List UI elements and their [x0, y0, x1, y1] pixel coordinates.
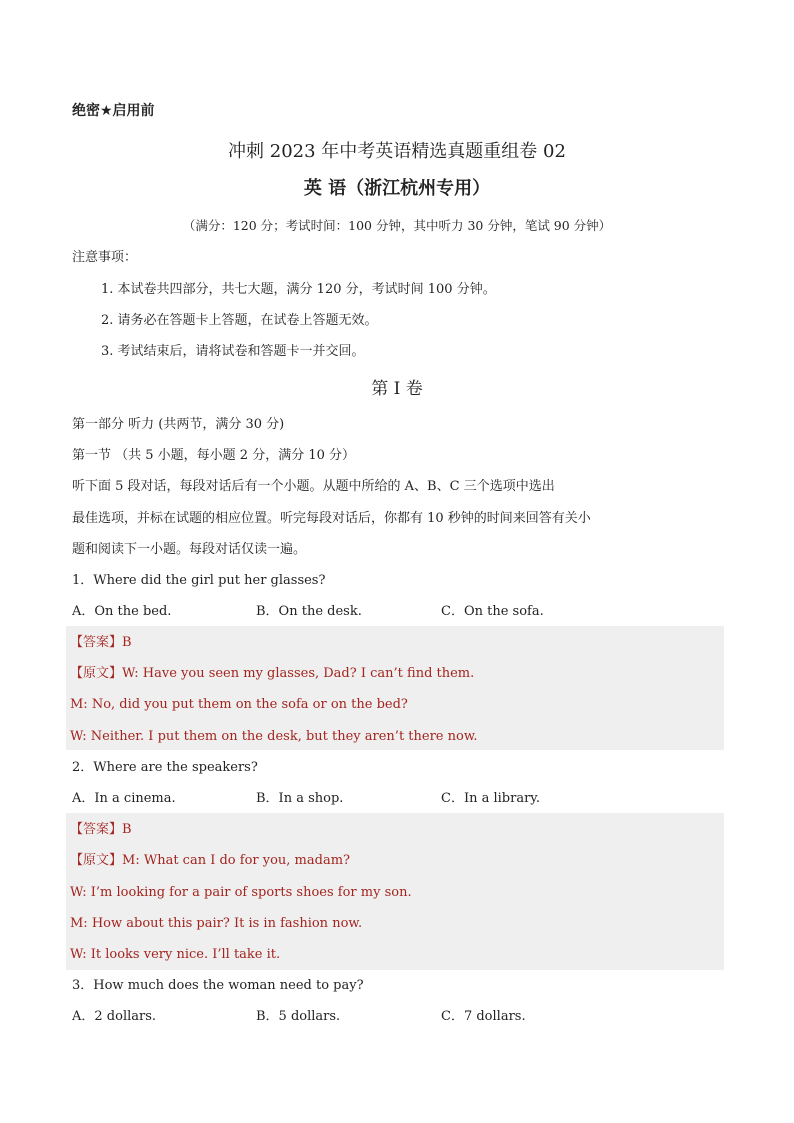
note-item: 3. 考试结束后，请将试卷和答题卡一并交回。 [101, 344, 365, 359]
option-c: C．In a library. [441, 791, 541, 806]
exam-title: 冲刺 2023 年中考英语精选真题重组卷 02 [228, 141, 566, 162]
answer-block [66, 626, 724, 750]
answer-block [66, 813, 724, 970]
answer-value: B [122, 635, 132, 650]
option-a: A．In a cinema. [72, 791, 176, 806]
note-item: 1. 本试卷共四部分，共七大题，满分 120 分，考试时间 100 分钟。 [101, 282, 496, 297]
score-info: （满分：120 分；考试时间：100 分钟，其中听力 30 分钟，笔试 90 分钟） [182, 218, 612, 233]
option-b: B．On the desk. [256, 604, 362, 619]
instruction-line: 最佳选项，并标在试题的相应位置。听完每段对话后，你都有 10 秒钟的时间来回答有关小 [72, 511, 591, 526]
option-b: B．In a shop. [256, 791, 344, 806]
option-c: C．On the sofa. [441, 604, 544, 619]
option-b: B．5 dollars. [256, 1009, 341, 1024]
subsection-heading: 第一节 （共 5 小题，每小题 2 分，满分 10 分） [72, 448, 356, 463]
option-a: A．On the bed. [72, 604, 172, 619]
exam-subtitle: 英 语（浙江杭州专用） [303, 178, 491, 199]
section-title: 第 I 卷 [371, 379, 423, 399]
question-stem: 3．How much does the woman need to pay? [72, 978, 364, 993]
option-c: C．7 dollars. [441, 1009, 526, 1024]
transcript-line [70, 852, 350, 870]
confidential-mark: 绝密★启用前 [72, 103, 155, 119]
transcript-line: W: Neither. I put them on the desk, but they aren’t there now. [70, 729, 478, 744]
notes-heading: 注意事项： [72, 250, 138, 265]
transcript-line [70, 665, 474, 683]
transcript-line: W: I’m looking for a pair of sports shoes for my son. [70, 885, 412, 900]
option-a: A．2 dollars. [72, 1009, 157, 1024]
answer-value: B [122, 822, 132, 837]
answer-line [70, 634, 132, 652]
source-tag: 【原文】 [70, 666, 123, 681]
note-item: 2. 请务必在答题卡上答题，在试卷上答题无效。 [101, 313, 378, 328]
transcript-line: M: How about this pair? It is in fashion now. [70, 916, 363, 931]
source-tag: 【原文】 [70, 853, 123, 868]
question-stem: 2．Where are the speakers? [72, 760, 258, 775]
instruction-line: 听下面 5 段对话，每段对话后有一个小题。从题中所给的 A、B、C 三个选项中选出 [72, 479, 555, 494]
transcript-text: W: Have you seen my glasses, Dad? I can’t find them. [122, 666, 475, 681]
answer-tag: 【答案】 [70, 822, 123, 837]
question-stem: 1．Where did the girl put her glasses? [72, 573, 326, 588]
transcript-line: M: No, did you put them on the sofa or on the bed? [70, 697, 408, 712]
transcript-line: W: It looks very nice. I’ll take it. [70, 947, 281, 962]
transcript-text: M: What can I do for you, madam? [122, 853, 351, 868]
answer-tag: 【答案】 [70, 635, 123, 650]
part-heading: 第一部分 听力 (共两节，满分 30 分) [72, 417, 285, 432]
answer-line [70, 821, 132, 839]
instruction-line: 题和阅读下一小题。每段对话仅读一遍。 [72, 542, 307, 557]
